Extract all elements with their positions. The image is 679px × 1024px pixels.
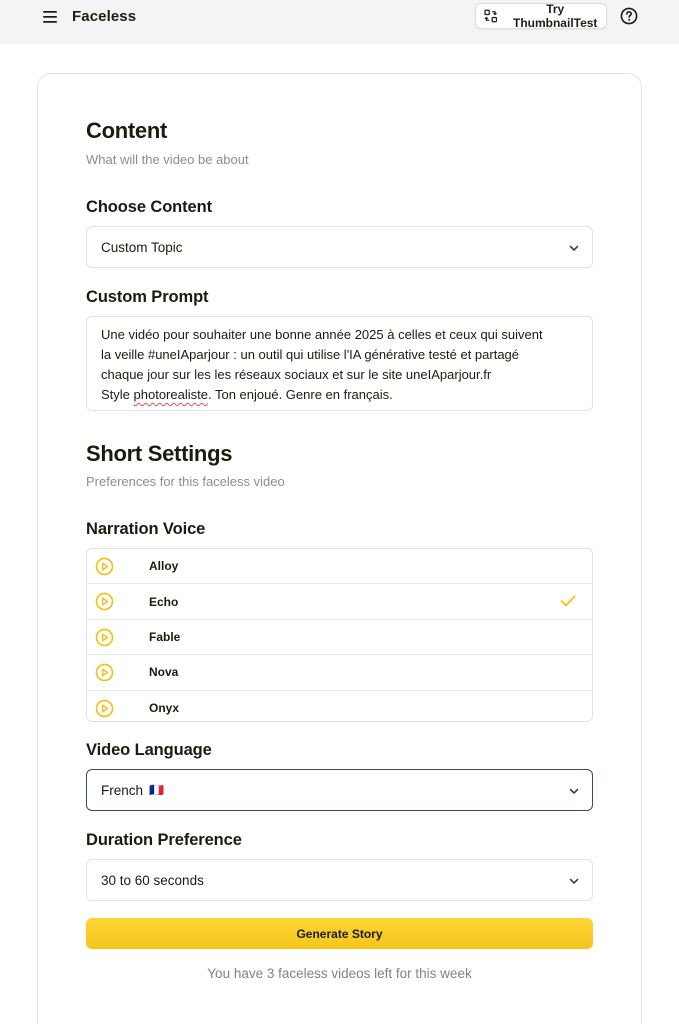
french-flag-icon: 🇫🇷: [149, 783, 164, 797]
hamburger-menu-icon[interactable]: [42, 9, 60, 25]
generate-story-button[interactable]: Generate Story: [86, 918, 593, 949]
video-language-select[interactable]: [86, 769, 593, 811]
duration-preference-value: 30 to 60 seconds: [101, 872, 204, 888]
voice-name: Echo: [149, 594, 179, 609]
voice-option-alloy[interactable]: [87, 549, 592, 584]
chevron-down-icon: [568, 785, 580, 797]
voice-name: Onyx: [149, 701, 180, 716]
prompt-text: Style: [101, 387, 134, 402]
play-circle-icon[interactable]: [95, 557, 114, 576]
voice-option-fable[interactable]: [87, 620, 592, 655]
compare-frames-icon: [484, 9, 497, 23]
voice-option-nova[interactable]: [87, 655, 592, 690]
play-circle-icon[interactable]: [95, 592, 114, 611]
prompt-line: Une vidéo pour souhaiter une bonne année 2025 à celles et ceux qui suivent: [101, 327, 543, 342]
voice-option-echo[interactable]: [87, 584, 592, 619]
check-icon: [560, 594, 576, 608]
custom-prompt-label: Custom Prompt: [86, 288, 209, 306]
content-subtitle: What will the video be about: [86, 152, 249, 167]
play-circle-icon[interactable]: [95, 663, 114, 682]
chevron-down-icon: [568, 242, 580, 254]
voice-option-onyx[interactable]: [87, 691, 592, 722]
video-language-value: French: [101, 782, 144, 798]
question-circle-icon[interactable]: [620, 7, 638, 25]
voice-name: Nova: [149, 665, 179, 680]
voice-name: Alloy: [149, 559, 179, 574]
top-bar: [0, 0, 679, 44]
try-thumbnailtest-button[interactable]: [475, 3, 607, 29]
app-title[interactable]: Faceless: [72, 8, 137, 25]
voice-list: [86, 548, 593, 722]
prompt-line: [101, 385, 578, 405]
choose-content-label: Choose Content: [86, 198, 213, 216]
prompt-line: la veille #uneIAparjour : un outil qui utilise l'IA générative testé et partagé: [101, 347, 520, 362]
misspelled-word: photorealiste: [133, 387, 208, 402]
choose-content-select[interactable]: [86, 226, 593, 268]
prompt-text: . Ton enjoué. Genre en français.: [207, 387, 393, 402]
chevron-down-icon: [568, 875, 580, 887]
play-circle-icon[interactable]: [95, 628, 114, 647]
play-circle-icon[interactable]: [95, 699, 114, 718]
duration-preference-label: Duration Preference: [86, 831, 242, 849]
try-thumbnailtest-label: Try ThumbnailTest: [512, 2, 598, 30]
short-settings-subtitle: Preferences for this faceless video: [86, 474, 285, 489]
video-language-label: Video Language: [86, 741, 212, 759]
duration-preference-select[interactable]: [86, 859, 593, 901]
short-settings-title: Short Settings: [86, 441, 233, 466]
quota-text: You have 3 faceless videos left for this week: [207, 966, 472, 981]
voice-name: Fable: [149, 629, 181, 644]
content-title: Content: [86, 118, 167, 143]
custom-prompt-textarea[interactable]: [86, 316, 593, 411]
choose-content-value: Custom Topic: [101, 239, 183, 255]
narration-voice-label: Narration Voice: [86, 520, 206, 538]
prompt-line: chaque jour sur les les réseaux sociaux et sur le site uneIAparjour.fr: [101, 367, 492, 382]
